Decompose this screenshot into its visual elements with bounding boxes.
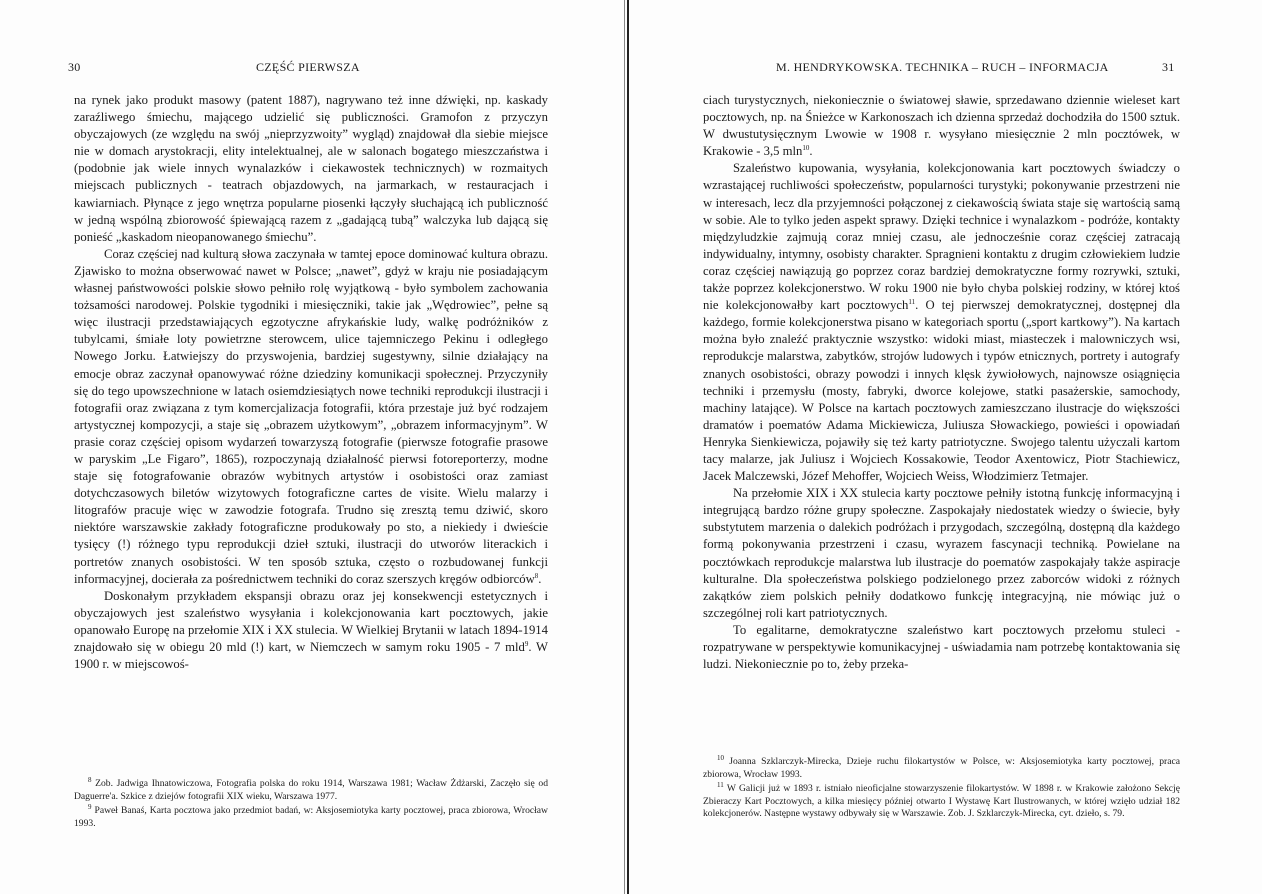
footnote-11: $^{11}$ W Galicji już w 1893 r. istniało nieoficjalne stowarzyszenie filokartystów. W 1898 r. w Krakowie założono Sekcję Zbieraczy Kart Pocztowych, a kilka miesięcy później otwarto I Wystawę Kart Ilustrowanych, w której wzięło udział 182 kolekcjonerów. Następne wystawy odbywały się w Warszawie. Zob. J. Szklarczyk-Mirecka, cyt. dzieło, s. 79. xyxy=(703,781,1180,820)
right-body-text xyxy=(703,92,1180,673)
left-body-text xyxy=(74,92,548,673)
footnote-ref-8: 8 xyxy=(534,571,539,580)
footnote-ref-10: 10 xyxy=(802,144,810,153)
left-page xyxy=(0,0,620,894)
footnote-ref-11: 11 xyxy=(908,297,916,306)
book-gutter xyxy=(624,0,625,894)
left-running-head: CZĘŚĆ PIERWSZA xyxy=(256,60,360,74)
right-paragraph-2: Szaleństwo kupowania, wysyłania, kolekcjonowania kart pocztowych świadczy o wzrastającej ruchliwości społeczeństw, popularności turystyki; pokonywanie przestrzeni nie w interesach, lecz dla przyjemności połączonej z ciekawością świata staje się wartością samą w sobie. Ale to tylko jeden aspekt sprawy. Dzięki technice i wynalazkom - podróże, kontakty międzyludzkie zajmują coraz mniej czasu, ale jednocześnie coraz częściej zatracają indywidualny, intymny, osobisty charakter. Spragnieni kontaktu z drugim człowiekiem ludzie coraz częściej nawiązują go poprzez coraz bardziej demokratyczne formy rozrywki, sztuki, także poprzez kolekcjonerstwo. W roku 1900 nie było chyba polskiej rodziny, w której ktoś nie kolekcjonowałby kart pocztowych$^{11}$. O tej pierwszej demokratycznej, dostępnej dla każdego, formie kolekcjonerstwa pisano w kategoriach sportu („sport kartkowy”). Na kartach można było znaleźć praktycznie wszystko: widoki miast, miasteczek i malowniczych wsi, reprodukcje malarstwa, zabytków, strojów ludowych i typów etnicznych, portrety i autografy znanych osobistości, obrazy powodzi i innych klęsk żywiołowych, najnowsze osiągnięcia techniki i przemysłu (mosty, fabryki, dworce kolejowe, statki pasażerskie, samochody, machiny latające). W Polsce na kartach pocztowych zamieszczano ilustracje do większości dramatów i poematów Adama Mickiewicza, Juliusza Słowackiego, powieści i opowiadań Henryka Sienkiewicza, pojawiły się też karty patriotyczne. Swojego talentu użyczali kartom tacy malarze, jak Juliusz i Wojciech Kossakowie, Teodor Axentowicz, Piotr Stachiewicz, Jacek Malczewski, Józef Mehoffer, Wojciech Weiss, Włodzimierz Tetmajer. xyxy=(703,161,1180,484)
footnote-9: $^9$ Paweł Banaś, Karta pocztowa jako przedmiot badań, w: Aksjosemiotyka karty pocztowej, praca zbiorowa, Wrocław 1993. xyxy=(74,803,548,829)
footnote-8: $^8$ Zob. Jadwiga Ihnatowiczowa, Fotografia polska do roku 1914, Warszawa 1981; Wacław Żdżarski, Zaczęło się od Daguerre'a. Szkice z dziejów fotografii XIX wieku, Warszawa 1977. xyxy=(74,775,548,802)
right-page xyxy=(628,0,1262,894)
right-paragraph-4: To egalitarne, demokratyczne szaleństwo kart pocztowych przełomu stuleci - rozpatrywane w perspektywie komunikacyjnej - uświadamia nam potrzebę kontaktowania się ludzi. Niekoniecznie po to, żeby przeka- xyxy=(703,622,1180,672)
left-footnotes xyxy=(74,775,548,832)
footnote-ref-9: 9 xyxy=(524,639,529,648)
left-paragraph-3: Doskonałym przykładem ekspansji obrazu oraz jej konsekwencji estetycznych i obyczajowych jest szaleństwo wysyłania i kolekcjonowania kart pocztowych, jakie opanowało Europę na przełomie XIX i XX stulecia. W Wielkiej Brytanii w latach 1894-1914 znajdowało się w obiegu 20 mld (!) kart, w Niemczech w samym roku 1905 - 7 mld$^9$. W 1900 r. w miejscowoś- xyxy=(74,588,548,672)
right-paragraph-1: ciach turystycznych, niekoniecznie o światowej sławie, sprzedawano dziennie wieleset kart pocztowych, np. na Śnieżce w Karkonoszach ich dzienna sprzedaż dochodziła do 1500 sztuk. W dwustutysięcznym Lwowie w 1908 r. wysyłano miesięcznie 2 mln pocztówek, w Krakowie - 3,5 mln$^{10}$. xyxy=(703,93,1180,159)
left-paragraph-2: Coraz częściej nad kulturą słowa zaczynała w tamtej epoce dominować kultura obrazu. Zjawisko to można obserwować nawet w Polsce; „nawet”, gdyż w kraju nie posiadającym własnej państwowości polskie słowo pełniło rolę wyjątkową - było symbolem zachowania tożsamości narodowej. Polskie tygodniki i miesięczniki, takie jak „Wędrowiec”, pełne są więc ilustracji przedstawiających egzotyczne afrykańskie ludy, walkę podróżników z tubylcami, śmiałe loty powietrzne sterowcem, ulice tajemniczego Pekinu i odległego Nowego Jorku. Łatwiejszy do przyswojenia, bardziej sugestywny, silnie działający na emocje obraz zaczynał opanowywać różne dziedziny komunikacji społecznej. Przyczyniły się do tego upowszechnione w latach osiemdziesiątych nowe techniki reprodukcji ilustracji i fotografii oraz związana z tym komercjalizacja fotografii, która przestaje już być rodzajem artystycznej kompozycji, a staje się „obrazem użytkowym”, „obrazem informacyjnym”. W prasie coraz częściej opisom wydarzeń towarzyszą fotografie (pierwsze fotografie prasowe w paryskim „Le Figaro”, 1865), rozpoczynają działalność pierwsi fotoreporterzy, modne staje się fotografowanie obrazów wybitnych artystów i osobistości oraz zamiast dotychczasowych biletów wizytowych fotograficzne cartes de visite. Wielu malarzy i litografów pracuje więc w zawodzie fotografa. Trudno się zresztą temu dziwić, skoro niektóre warszawskie zakłady fotograficzne produkowały po sto, a niekiedy i dwieście tysięcy (!) różnego typu reprodukcji dzieł sztuki, ilustracji do utworów literackich i portretów znanych osobistości. W ten sposób sztuka, często o rozbudowanej funkcji informacyjnej, docierała za pośrednictwem techniki do coraz szerszych kręgów odbiorców$^8$. xyxy=(74,246,548,586)
right-footnotes xyxy=(703,753,1181,823)
right-running-head: M. HENDRYKOWSKA. TECHNIKA – RUCH – INFORMACJA xyxy=(776,60,1109,74)
right-page-number: 31 xyxy=(1162,60,1175,74)
left-page-number: 30 xyxy=(68,60,81,74)
right-paragraph-3: Na przełomie XIX i XX stulecia karty pocztowe pełniły istotną funkcję informacyjną i integrującą bardzo różne grupy społeczne. Zaspokajały niedostatek wiedzy o świecie, były substytutem marzenia o dalekich podróżach i przygodach, szczególną, dostępną dla każdego formą pokonywania przestrzeni i czasu, wyrazem fascynacji techniką. Powielane na pocztówkach reprodukcje malarstwa lub ilustracje do poematów zaspokajały także aspiracje kulturalne. Dla społeczeństwa polskiego podzielonego przez zaborców widoki z różnych zakątków ziem polskich pełniły dodatkowo funkcję integracyjną, nie mówiąc już o szczególnej roli kart patriotycznych. xyxy=(703,486,1180,620)
footnote-10: $^{10}$ Joanna Szklarczyk-Mirecka, Dzieje ruchu filokartystów w Polsce, w: Aksjosemiotyka karty pocztowej, praca zbiorowa, Wrocław 1993. xyxy=(703,753,1181,780)
left-paragraph-1: na rynek jako produkt masowy (patent 1887), nagrywano też inne dźwięki, np. kaskady zaraźliwego śmiechu, mającego udzielić się publiczności. Gramofon z przyczyn obyczajowych (ze względu na swój „nieprzyzwoity” wygląd) znajdował dla siebie miejsce nie w domach arystokracji, elity intelektualnej, ale w salonach bogatego mieszczaństwa i (podobnie jak wiele innych wynalazków i ciekawostek technicznych) w rozmaitych miejscach publicznych - teatrach objazdowych, na jarmarkach, w restauracjach i kawiarniach. Płynące z jego wnętrza popularne piosenki łączyły słuchającą ich publiczność w jedną wspólną zbiorowość śpiewającą razem z „gadającą tubą” walczyka lub dającą się ponieść „kaskadom nieopanowanego śmiechu”. xyxy=(74,93,548,244)
